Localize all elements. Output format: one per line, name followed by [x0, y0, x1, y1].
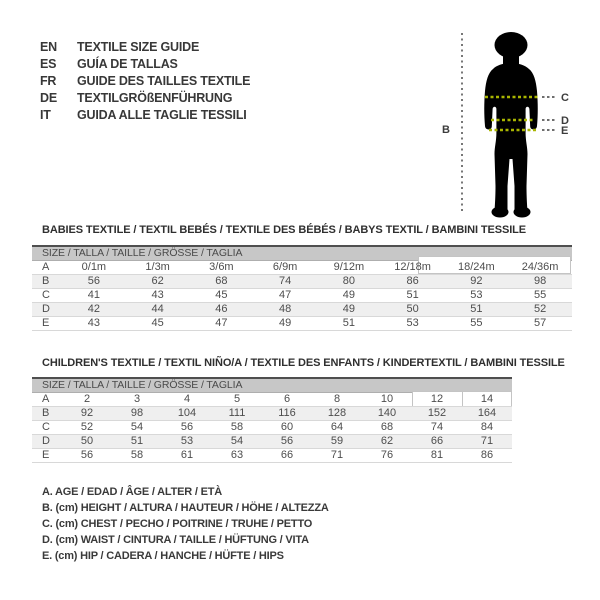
table-cell: 81 — [430, 449, 444, 461]
row-label: C — [42, 421, 50, 433]
table-row — [32, 435, 512, 449]
language-title-list — [40, 39, 250, 124]
table-cell: 42 — [87, 303, 100, 315]
table-cell: 5 — [233, 393, 241, 405]
table-cell: 71 — [480, 435, 494, 447]
table-cell: 44 — [151, 303, 164, 315]
legend-line: C. (cm) CHEST / PECHO / POITRINE / TRUHE / PETTO — [42, 518, 313, 530]
row-label: D — [42, 435, 50, 447]
language-code: FR — [40, 74, 57, 88]
row-label: E — [42, 317, 50, 329]
hip-label: E — [561, 125, 569, 137]
table-cell: 71 — [330, 449, 344, 461]
table-cell: 55 — [534, 289, 547, 301]
table-cell: 51 — [470, 303, 483, 315]
table-cell: 56 — [80, 449, 94, 461]
table-row — [32, 289, 572, 303]
table-cell: 68 — [380, 421, 394, 433]
table-row — [32, 393, 512, 407]
table-cell: 48 — [279, 303, 292, 315]
table-cell: 46 — [215, 303, 228, 315]
language-row — [40, 56, 250, 73]
table-cell: 111 — [228, 407, 246, 419]
babies-size-header: SIZE / TALLA / TAILLE / GRÖSSE / TAGLIA — [32, 245, 572, 261]
language-title: GUIDE DES TAILLES TEXTILE — [77, 74, 251, 88]
row-label: A — [42, 393, 50, 405]
table-cell: 50 — [406, 303, 419, 315]
table-cell: 14 — [480, 393, 494, 405]
table-cell: 128 — [327, 407, 347, 419]
table-cell: 49 — [342, 289, 355, 301]
table-cell: 41 — [87, 289, 100, 301]
table-cell: 63 — [230, 449, 244, 461]
row-label: C — [42, 289, 50, 301]
chest-label: C — [561, 92, 569, 104]
legend-line: E. (cm) HIP / CADERA / HANCHE / HÜFTE / HIPS — [42, 550, 284, 562]
table-cell: 57 — [534, 317, 547, 329]
table-cell: 1/3m — [145, 261, 170, 273]
table-cell: 53 — [180, 435, 194, 447]
table-cell: 52 — [534, 303, 547, 315]
table-cell: 47 — [215, 317, 228, 329]
table-row — [32, 261, 572, 275]
table-cell: 66 — [280, 449, 294, 461]
children-size-header: SIZE / TALLA / TAILLE / GRÖSSE / TAGLIA — [32, 377, 512, 393]
height-label: B — [442, 124, 450, 136]
table-cell: 84 — [480, 421, 494, 433]
table-cell: 18/24m — [458, 261, 495, 273]
language-row — [40, 39, 250, 56]
children-section-heading: CHILDREN'S TEXTILE / TEXTIL NIÑO/A / TEXTILE DES ENFANTS / KINDERTEXTIL / BAMBINI TESSILE — [42, 357, 565, 369]
table-row — [32, 303, 572, 317]
child-silhouette-icon — [484, 32, 538, 218]
language-code: IT — [40, 108, 51, 122]
child-measurement-figure — [430, 10, 600, 230]
row-label: B — [42, 275, 50, 287]
language-title: GUÍA DE TALLAS — [77, 57, 178, 71]
legend-line: A. AGE / EDAD / ÂGE / ALTER / ETÀ — [42, 486, 223, 498]
table-cell: 4 — [183, 393, 191, 405]
table-cell: 45 — [215, 289, 228, 301]
table-cell: 58 — [130, 449, 144, 461]
table-cell: 53 — [470, 289, 483, 301]
table-cell: 47 — [279, 289, 292, 301]
babies-size-table — [32, 245, 572, 331]
table-cell: 61 — [180, 449, 194, 461]
table-cell: 9/12m — [333, 261, 365, 273]
table-cell: 52 — [80, 421, 94, 433]
table-cell: 152 — [427, 407, 447, 419]
children-size-table — [32, 377, 512, 463]
table-cell: 62 — [151, 275, 164, 287]
table-cell: 50 — [80, 435, 94, 447]
table-cell: 54 — [130, 421, 144, 433]
table-cell: 164 — [477, 407, 497, 419]
language-code: DE — [40, 91, 57, 105]
table-cell: 10 — [380, 393, 394, 405]
table-cell: 51 — [342, 317, 355, 329]
table-cell: 49 — [279, 317, 292, 329]
table-cell: 3 — [133, 393, 141, 405]
table-cell: 59 — [330, 435, 344, 447]
table-cell: 68 — [215, 275, 228, 287]
table-cell: 86 — [406, 275, 419, 287]
table-cell: 86 — [480, 449, 494, 461]
table-cell: 66 — [430, 435, 444, 447]
table-cell: 76 — [380, 449, 394, 461]
waist-label: D — [561, 115, 569, 127]
language-row — [40, 90, 250, 107]
table-cell: 58 — [230, 421, 244, 433]
language-row — [40, 73, 250, 90]
measurement-legend — [42, 484, 329, 564]
table-cell: 56 — [87, 275, 100, 287]
table-cell: 53 — [406, 317, 419, 329]
table-cell: 24/36m — [521, 261, 559, 273]
row-label: E — [42, 449, 50, 461]
table-cell: 0/1m — [81, 261, 107, 273]
language-title: TEXTILE SIZE GUIDE — [77, 40, 200, 54]
table-cell: 98 — [534, 275, 547, 287]
row-label: B — [42, 407, 50, 419]
table-row — [32, 275, 572, 289]
table-cell: 55 — [470, 317, 483, 329]
table-cell: 92 — [470, 275, 483, 287]
table-cell: 56 — [280, 435, 294, 447]
table-cell: 74 — [430, 421, 444, 433]
table-cell: 140 — [377, 407, 397, 419]
table-row — [32, 407, 512, 421]
table-cell: 49 — [342, 303, 355, 315]
language-row — [40, 107, 250, 124]
language-code: ES — [40, 57, 57, 71]
table-cell: 104 — [177, 407, 197, 419]
table-cell: 6/9m — [272, 261, 298, 273]
table-cell: 6 — [283, 393, 291, 405]
table-cell: 92 — [80, 407, 94, 419]
table-cell: 43 — [151, 289, 164, 301]
table-cell: 2 — [83, 393, 91, 405]
table-cell: 64 — [330, 421, 344, 433]
row-label: A — [42, 261, 50, 273]
table-cell: 8 — [333, 393, 341, 405]
table-cell: 74 — [279, 275, 292, 287]
legend-line: B. (cm) HEIGHT / ALTURA / HAUTEUR / HÖHE / ALTEZZA — [42, 502, 329, 514]
table-row — [32, 317, 572, 331]
table-cell: 45 — [151, 317, 164, 329]
table-cell: 60 — [280, 421, 294, 433]
babies-section-heading: BABIES TEXTILE / TEXTIL BEBÉS / TEXTILE DES BÉBÉS / BABYS TEXTIL / BAMBINI TESSILE — [42, 224, 527, 236]
table-cell: 43 — [87, 317, 100, 329]
table-cell: 3/6m — [209, 261, 234, 273]
table-cell: 56 — [180, 421, 194, 433]
table-cell: 98 — [130, 407, 144, 419]
language-code: EN — [40, 40, 57, 54]
table-cell: 51 — [406, 289, 419, 301]
table-cell: 12/18m — [394, 261, 431, 273]
table-cell: 116 — [278, 407, 296, 419]
row-label: D — [42, 303, 50, 315]
table-cell: 12 — [430, 393, 444, 405]
table-cell: 51 — [130, 435, 144, 447]
table-cell: 80 — [342, 275, 355, 287]
table-row — [32, 449, 512, 463]
language-title: TEXTILGRÖßENFÜHRUNG — [77, 91, 233, 105]
table-cell: 54 — [230, 435, 244, 447]
legend-line: D. (cm) WAIST / CINTURA / TAILLE / HÜFTUNG / VITA — [42, 534, 309, 546]
table-cell: 62 — [380, 435, 394, 447]
language-title: GUIDA ALLE TAGLIE TESSILI — [77, 108, 247, 122]
table-row — [32, 421, 512, 435]
